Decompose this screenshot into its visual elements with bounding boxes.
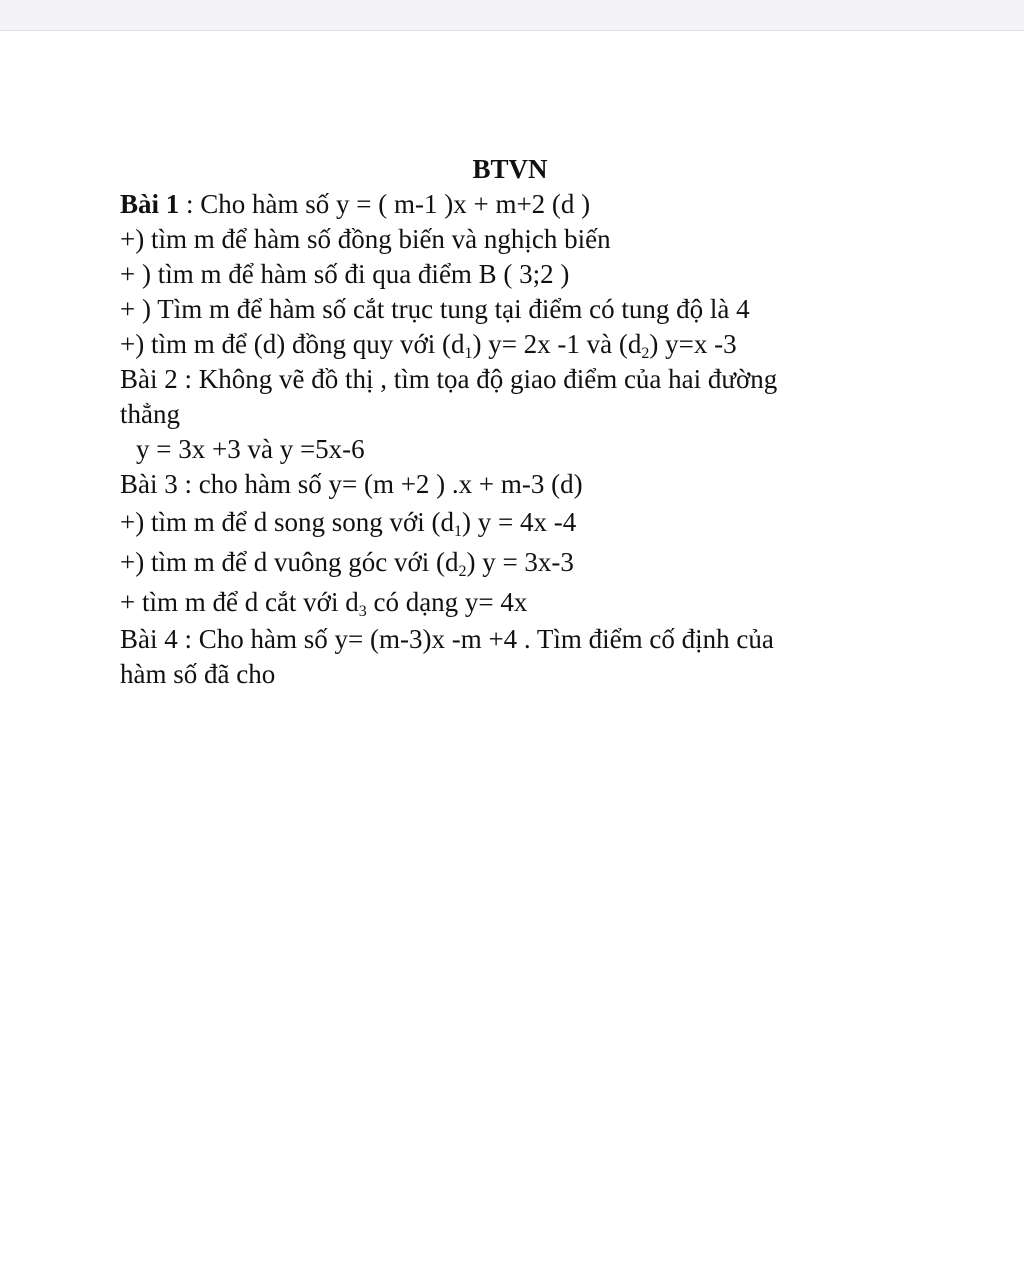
- subscript-1: 1: [464, 345, 473, 362]
- document-page: [0, 31, 1024, 1278]
- bai1-label: Bài 1: [120, 189, 180, 219]
- bai1-item-2: + ) tìm m để hàm số đi qua điểm B ( 3;2 ): [120, 259, 570, 289]
- subscript-2: 2: [641, 345, 650, 362]
- document-body: [120, 151, 880, 692]
- document-title: BTVN: [472, 154, 548, 184]
- subscript-1: 1: [454, 523, 462, 540]
- bai1-item-4-part-a: +) tìm m để (d) đồng quy với (d: [120, 329, 465, 359]
- bai3-item-3-part-a: + tìm m để d cắt với d: [120, 587, 359, 617]
- bai3-item-3-part-b: có dạng y= 4x: [366, 587, 528, 617]
- bai1-item-4-part-b: ) y= 2x -1 và (d: [472, 329, 642, 359]
- bai3-item-1-part-b: ) y = 4x -4: [462, 507, 577, 537]
- bai1-item-1: +) tìm m để hàm số đồng biến và nghịch biến: [120, 224, 611, 254]
- bai3-item-1: [120, 502, 880, 542]
- bai3-item-1-part-a: +) tìm m để d song song với (d: [120, 507, 454, 537]
- bai2-line-3: y = 3x +3 và y =5x-6: [136, 434, 365, 464]
- subscript-3: 3: [358, 603, 367, 620]
- browser-top-bar: [0, 0, 1024, 31]
- subscript-2: 2: [458, 563, 467, 580]
- bai3-item-2: [120, 542, 880, 582]
- bai3-item-2-part-b: ) y = 3x-3: [466, 547, 574, 577]
- bai2-line-1: Bài 2 : Không vẽ đồ thị , tìm tọa độ giao điểm của hai đường: [120, 364, 778, 394]
- bai1-text: : Cho hàm số y = ( m-1 )x + m+2 (d ): [179, 189, 591, 219]
- bai3-line-1: Bài 3 : cho hàm số y= (m +2 ) .x + m-3 (d): [120, 469, 583, 499]
- bai3-item-2-part-a: +) tìm m để d vuông góc với (d: [120, 547, 459, 577]
- bai3-item-3: [120, 582, 880, 622]
- bai4-line-2: hàm số đã cho: [120, 659, 276, 689]
- bai1-heading: [120, 187, 880, 222]
- bai1-item-4-part-c: ) y=x -3: [649, 329, 737, 359]
- bai4-line-1: Bài 4 : Cho hàm số y= (m-3)x -m +4 . Tìm điểm cố định của: [120, 624, 774, 654]
- bai2-line-2: thẳng: [120, 399, 180, 429]
- bai1-item-4: [120, 327, 880, 362]
- bai1-item-3: + ) Tìm m để hàm số cắt trục tung tại điểm có tung độ là 4: [120, 294, 750, 324]
